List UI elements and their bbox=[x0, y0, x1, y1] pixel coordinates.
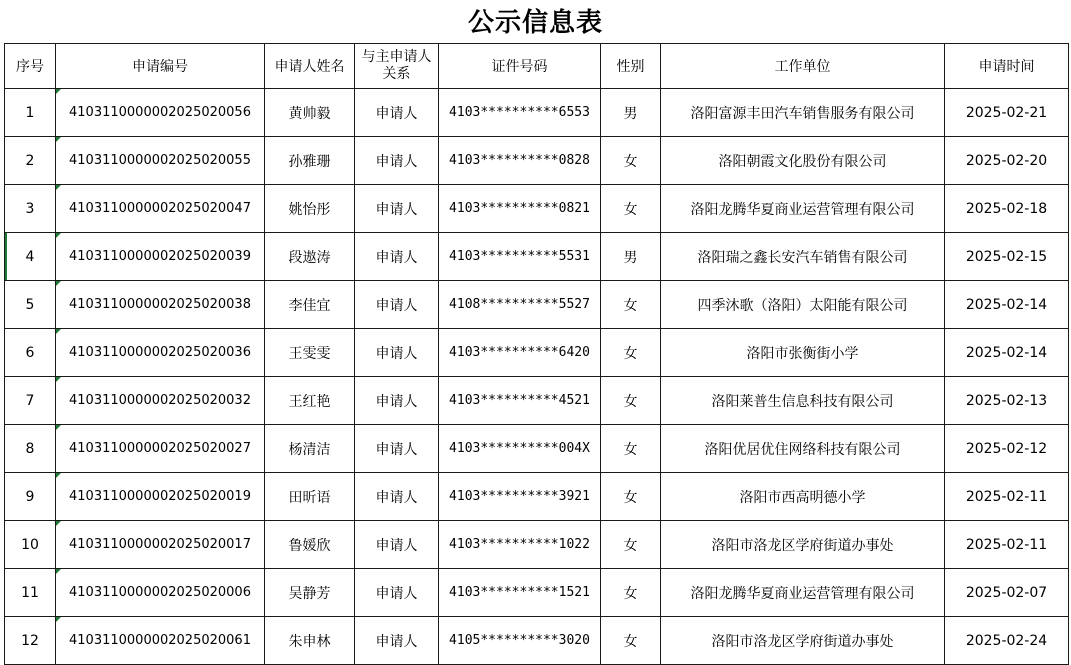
header-cell[interactable]: 工作单位 bbox=[661, 44, 945, 89]
employer-cell[interactable]: 洛阳市张衡街小学 bbox=[661, 329, 945, 377]
application-date-cell[interactable]: 2025-02-20 bbox=[945, 137, 1069, 185]
row-number-cell[interactable]: 5 bbox=[5, 281, 56, 329]
applicant-name-cell[interactable]: 孙雅珊 bbox=[265, 137, 355, 185]
relation-cell[interactable]: 申请人 bbox=[355, 137, 439, 185]
employer-cell[interactable]: 洛阳富源丰田汽车销售服务有限公司 bbox=[661, 89, 945, 137]
application-date-cell[interactable]: 2025-02-07 bbox=[945, 569, 1069, 617]
row-number-cell[interactable]: 1 bbox=[5, 89, 56, 137]
table-row bbox=[5, 425, 1069, 473]
applicant-name-cell[interactable]: 段遨涛 bbox=[265, 233, 355, 281]
id-number-cell[interactable]: 4103**********1521 bbox=[439, 569, 601, 617]
applicant-name-cell[interactable]: 吴静芳 bbox=[265, 569, 355, 617]
application-number-cell[interactable]: 4103110000002025020038 bbox=[56, 281, 265, 329]
gender-cell[interactable]: 女 bbox=[601, 329, 661, 377]
page-title: 公示信息表 bbox=[467, 8, 603, 38]
application-number-cell[interactable]: 4103110000002025020056 bbox=[56, 89, 265, 137]
table-row bbox=[5, 281, 1069, 329]
gender-cell[interactable]: 男 bbox=[601, 233, 661, 281]
application-number-cell[interactable]: 4103110000002025020055 bbox=[56, 137, 265, 185]
employer-cell[interactable]: 洛阳市西高明德小学 bbox=[661, 473, 945, 521]
row-number-cell[interactable]: 8 bbox=[5, 425, 56, 473]
employer-cell[interactable]: 洛阳市洛龙区学府街道办事处 bbox=[661, 617, 945, 665]
id-number-cell[interactable]: 4103**********5531 bbox=[439, 233, 601, 281]
applicant-name-cell[interactable]: 黄帅毅 bbox=[265, 89, 355, 137]
id-number-cell[interactable]: 4103**********1022 bbox=[439, 521, 601, 569]
application-date-cell[interactable]: 2025-02-11 bbox=[945, 473, 1069, 521]
application-number-cell[interactable]: 4103110000002025020019 bbox=[56, 473, 265, 521]
relation-cell[interactable]: 申请人 bbox=[355, 89, 439, 137]
relation-cell[interactable]: 申请人 bbox=[355, 329, 439, 377]
application-date-cell[interactable]: 2025-02-13 bbox=[945, 377, 1069, 425]
gender-cell[interactable]: 女 bbox=[601, 137, 661, 185]
application-number-cell[interactable]: 4103110000002025020061 bbox=[56, 617, 265, 665]
application-date-cell[interactable]: 2025-02-24 bbox=[945, 617, 1069, 665]
application-date-cell[interactable]: 2025-02-15 bbox=[945, 233, 1069, 281]
table-row bbox=[5, 617, 1069, 665]
public-notice-table bbox=[4, 43, 1069, 665]
row-number-cell[interactable]: 6 bbox=[5, 329, 56, 377]
header-cell[interactable]: 序号 bbox=[5, 44, 56, 89]
gender-cell[interactable]: 女 bbox=[601, 569, 661, 617]
table-row bbox=[5, 329, 1069, 377]
id-number-cell[interactable]: 4103**********6420 bbox=[439, 329, 601, 377]
table-row bbox=[5, 377, 1069, 425]
application-number-cell[interactable]: 4103110000002025020047 bbox=[56, 185, 265, 233]
gender-cell[interactable]: 女 bbox=[601, 425, 661, 473]
id-number-cell[interactable]: 4103**********0828 bbox=[439, 137, 601, 185]
applicant-name-cell[interactable]: 王红艳 bbox=[265, 377, 355, 425]
application-number-cell[interactable]: 4103110000002025020006 bbox=[56, 569, 265, 617]
relation-cell[interactable]: 申请人 bbox=[355, 185, 439, 233]
gender-cell[interactable]: 女 bbox=[601, 185, 661, 233]
application-number-cell[interactable]: 4103110000002025020039 bbox=[56, 233, 265, 281]
relation-cell[interactable]: 申请人 bbox=[355, 233, 439, 281]
gender-cell[interactable]: 女 bbox=[601, 521, 661, 569]
id-number-cell[interactable]: 4103**********4521 bbox=[439, 377, 601, 425]
table-row bbox=[5, 521, 1069, 569]
gender-cell[interactable]: 女 bbox=[601, 281, 661, 329]
application-date-cell[interactable]: 2025-02-12 bbox=[945, 425, 1069, 473]
applicant-name-cell[interactable]: 姚怡彤 bbox=[265, 185, 355, 233]
applicant-name-cell[interactable]: 朱申林 bbox=[265, 617, 355, 665]
row-number-cell[interactable]: 3 bbox=[5, 185, 56, 233]
applicant-name-cell[interactable]: 王雯雯 bbox=[265, 329, 355, 377]
employer-cell[interactable]: 洛阳市洛龙区学府街道办事处 bbox=[661, 521, 945, 569]
application-date-cell[interactable]: 2025-02-14 bbox=[945, 281, 1069, 329]
id-number-cell[interactable]: 4103**********6553 bbox=[439, 89, 601, 137]
row-number-cell[interactable]: 10 bbox=[5, 521, 56, 569]
relation-cell[interactable]: 申请人 bbox=[355, 425, 439, 473]
row-number-cell[interactable]: 12 bbox=[5, 617, 56, 665]
gender-cell[interactable]: 男 bbox=[601, 89, 661, 137]
applicant-name-cell[interactable]: 李佳宜 bbox=[265, 281, 355, 329]
application-date-cell[interactable]: 2025-02-21 bbox=[945, 89, 1069, 137]
row-number-cell[interactable]: 4 bbox=[5, 233, 56, 281]
row-number-cell[interactable]: 7 bbox=[5, 377, 56, 425]
application-number-cell[interactable]: 4103110000002025020032 bbox=[56, 377, 265, 425]
table-row bbox=[5, 185, 1069, 233]
id-number-cell[interactable]: 4105**********3020 bbox=[439, 617, 601, 665]
table-row bbox=[5, 569, 1069, 617]
relation-cell[interactable]: 申请人 bbox=[355, 377, 439, 425]
id-number-cell[interactable]: 4108**********5527 bbox=[439, 281, 601, 329]
application-number-cell[interactable]: 4103110000002025020017 bbox=[56, 521, 265, 569]
table-row bbox=[5, 233, 1069, 281]
employer-cell[interactable]: 洛阳优居优住网络科技有限公司 bbox=[661, 425, 945, 473]
gender-cell[interactable]: 女 bbox=[601, 617, 661, 665]
employer-cell[interactable]: 洛阳龙腾华夏商业运营管理有限公司 bbox=[661, 185, 945, 233]
header-cell[interactable]: 申请时间 bbox=[945, 44, 1069, 89]
relation-cell[interactable]: 申请人 bbox=[355, 473, 439, 521]
employer-cell[interactable]: 洛阳朝霞文化股份有限公司 bbox=[661, 137, 945, 185]
applicant-name-cell[interactable]: 鲁媛欣 bbox=[265, 521, 355, 569]
header-cell[interactable]: 与主申请人关系 bbox=[355, 44, 439, 89]
id-number-cell[interactable]: 4103**********0821 bbox=[439, 185, 601, 233]
table-row bbox=[5, 137, 1069, 185]
header-cell[interactable]: 证件号码 bbox=[439, 44, 601, 89]
relation-cell[interactable]: 申请人 bbox=[355, 281, 439, 329]
row-number-cell[interactable]: 11 bbox=[5, 569, 56, 617]
employer-cell[interactable]: 洛阳瑞之鑫长安汽车销售有限公司 bbox=[661, 233, 945, 281]
row-number-cell[interactable]: 2 bbox=[5, 137, 56, 185]
header-cell[interactable]: 申请编号 bbox=[56, 44, 265, 89]
id-number-cell[interactable]: 4103**********004X bbox=[439, 425, 601, 473]
id-number-cell[interactable]: 4103**********3921 bbox=[439, 473, 601, 521]
table-row bbox=[5, 473, 1069, 521]
table-row bbox=[5, 89, 1069, 137]
application-number-cell[interactable]: 4103110000002025020036 bbox=[56, 329, 265, 377]
application-date-cell[interactable]: 2025-02-18 bbox=[945, 185, 1069, 233]
row-number-cell[interactable]: 9 bbox=[5, 473, 56, 521]
gender-cell[interactable]: 女 bbox=[601, 377, 661, 425]
application-date-cell[interactable]: 2025-02-14 bbox=[945, 329, 1069, 377]
relation-cell[interactable]: 申请人 bbox=[355, 617, 439, 665]
header-cell[interactable]: 性别 bbox=[601, 44, 661, 89]
employer-cell[interactable]: 四季沐歌（洛阳）太阳能有限公司 bbox=[661, 281, 945, 329]
employer-cell[interactable]: 洛阳莱普生信息科技有限公司 bbox=[661, 377, 945, 425]
gender-cell[interactable]: 女 bbox=[601, 473, 661, 521]
application-date-cell[interactable]: 2025-02-11 bbox=[945, 521, 1069, 569]
applicant-name-cell[interactable]: 田昕语 bbox=[265, 473, 355, 521]
header-row bbox=[5, 44, 1069, 89]
applicant-name-cell[interactable]: 杨清洁 bbox=[265, 425, 355, 473]
application-number-cell[interactable]: 4103110000002025020027 bbox=[56, 425, 265, 473]
relation-cell[interactable]: 申请人 bbox=[355, 521, 439, 569]
relation-cell[interactable]: 申请人 bbox=[355, 569, 439, 617]
header-cell[interactable]: 申请人姓名 bbox=[265, 44, 355, 89]
employer-cell[interactable]: 洛阳龙腾华夏商业运营管理有限公司 bbox=[661, 569, 945, 617]
